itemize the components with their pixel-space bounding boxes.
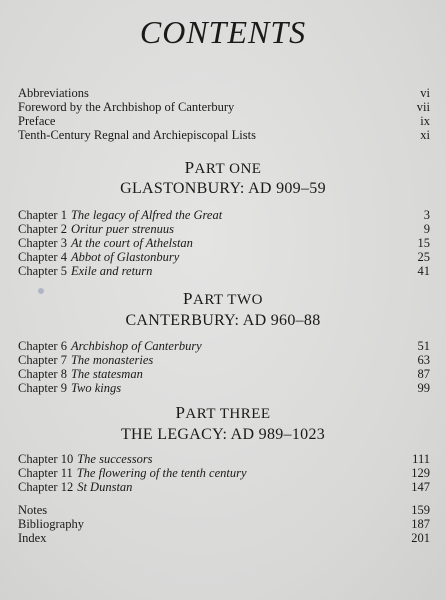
chapter-page: 87 [417,367,430,381]
chapter-page: 147 [411,480,430,494]
chapter-page: 3 [423,208,430,222]
entry-label: Preface [18,114,56,128]
chapter-entry [18,466,430,480]
chapter-number: Chapter 3 [18,236,67,250]
chapter-page: 111 [412,452,430,466]
chapter-entry [18,236,430,250]
chapter-title: The flowering of the tenth century [76,466,247,480]
entry-page: 159 [411,503,430,517]
chapter-entry [18,381,430,395]
chapter-page: 15 [417,236,430,250]
chapter-number: Chapter 2 [18,222,67,236]
entry-page: 201 [411,531,430,545]
chapter-title: The successors [77,452,153,466]
entry-label: Bibliography [18,517,84,531]
chapter-title: Abbot of Glastonbury [70,250,180,264]
chapter-entry [18,222,430,236]
chapter-page: 51 [417,339,430,353]
chapter-number: Chapter 8 [18,367,67,381]
chapter-title: The statesman [70,367,143,381]
entry-page: vii [416,100,430,114]
chapter-entry [18,250,430,264]
chapter-entry [18,353,430,367]
part-heading-initial: P [183,289,193,308]
toc-entry [18,86,430,100]
entry-label: Notes [18,503,48,517]
chapter-page: 9 [423,222,430,236]
chapter-title: The monasteries [70,353,154,367]
part-heading-rest: ART TWO [193,292,263,308]
toc-entry [18,128,430,142]
chapter-number: Chapter 5 [18,264,67,278]
chapter-entry [18,452,430,466]
entry-label: Tenth-Century Regnal and Archiepiscopal Lists [18,128,256,142]
toc-entry [18,114,430,128]
entry-page: 187 [411,517,430,531]
part-heading-rest: ART ONE [194,161,262,177]
chapter-page: 25 [417,250,430,264]
part-heading [0,158,446,178]
chapter-entry [18,264,430,278]
chapter-entry [18,480,430,494]
chapter-title: Archbishop of Canterbury [70,339,202,353]
chapter-number: Chapter 7 [18,353,67,367]
part-heading-initial: P [175,403,186,422]
chapter-entry [18,208,430,222]
chapter-page: 129 [411,466,430,480]
entry-label: Abbreviations [18,86,89,100]
chapter-number: Chapter 1 [18,208,67,222]
chapter-page: 99 [417,381,430,395]
toc-entry [18,531,430,545]
part-heading-initial: P [184,158,195,177]
chapter-number: Chapter 9 [18,381,67,395]
chapter-entry [18,339,430,353]
chapter-title: Oritur puer strenuus [70,222,174,236]
chapter-number: Chapter 11 [18,466,73,480]
part-subtitle: THE LEGACY: AD 989–1023 [120,426,326,443]
chapter-number: Chapter 4 [18,250,67,264]
chapter-number: Chapter 6 [18,339,67,353]
toc-entry [18,503,430,517]
chapter-title: At the court of Athelstan [70,236,193,250]
chapter-page: 63 [417,353,430,367]
chapter-title: The legacy of Alfred the Great [70,208,223,222]
page-title: CONTENTS [139,14,307,50]
chapter-page: 41 [417,264,430,278]
chapter-title: St Dunstan [77,480,133,494]
entry-page: ix [420,114,430,128]
part-subtitle: CANTERBURY: AD 960–88 [125,312,321,329]
part-heading [0,403,446,423]
part-heading-rest: ART THREE [185,406,271,422]
toc-entry [18,100,430,114]
part-subtitle: GLASTONBURY: AD 909–59 [120,180,326,197]
chapter-title: Exile and return [70,264,153,278]
entry-label: Foreword by the Archbishop of Canterbury [18,100,235,114]
entry-label: Index [18,531,47,545]
chapter-entry [18,367,430,381]
part-heading [0,289,446,309]
chapter-number: Chapter 12 [18,480,74,494]
entry-page: xi [420,128,430,142]
chapter-title: Two kings [70,381,122,395]
toc-entry [18,517,430,531]
chapter-number: Chapter 10 [18,452,74,466]
entry-page: vi [420,86,430,100]
